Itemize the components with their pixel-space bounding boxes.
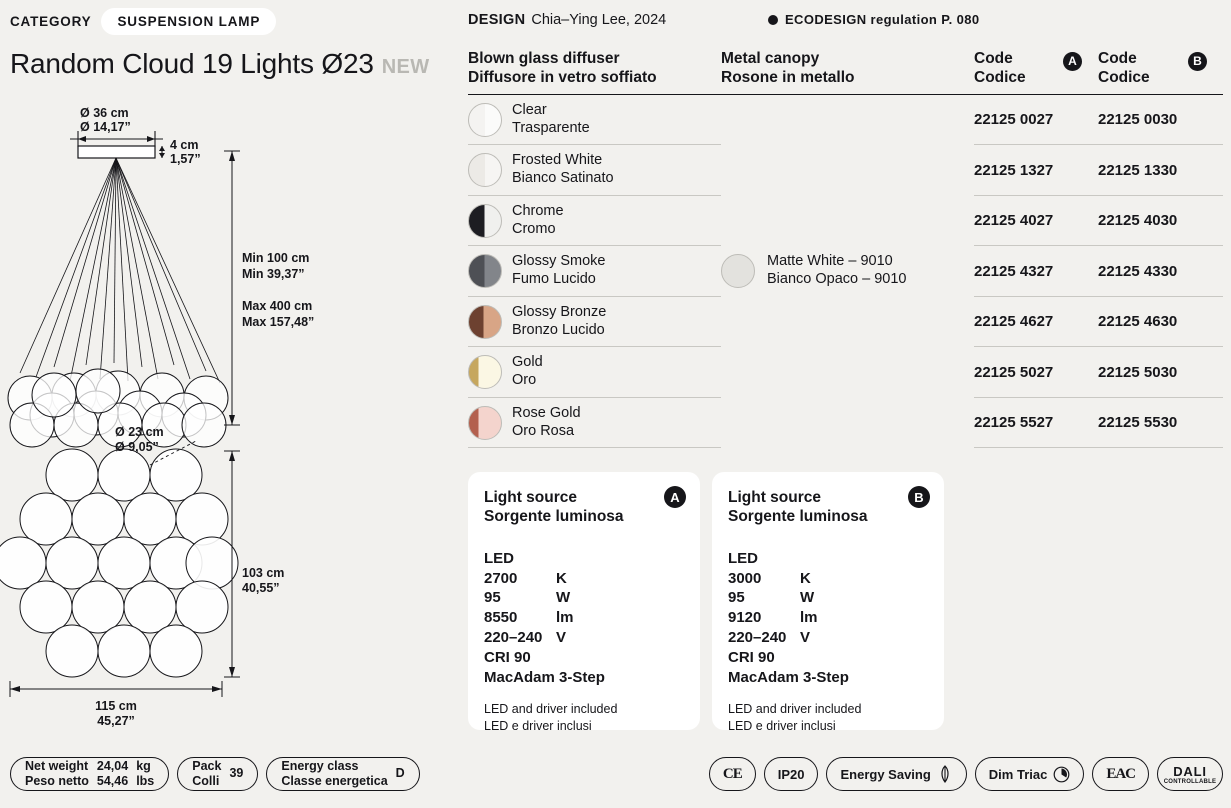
- leaf-icon: [937, 765, 953, 783]
- diffuser-label-it: Cromo: [512, 220, 556, 237]
- diffuser-label: [512, 405, 581, 441]
- canopy-label: [767, 253, 906, 289]
- spec-type: [484, 549, 684, 569]
- spec-unit: lm: [800, 609, 818, 627]
- spec-cri: [484, 648, 684, 668]
- card-title-it: Sorgente luminosa: [728, 508, 868, 526]
- spec-value: 8550: [484, 609, 518, 627]
- drawing-svg: [0, 95, 455, 735]
- canopy-cell: [721, 95, 974, 448]
- net-weight-kg-unit: kg: [136, 758, 151, 773]
- col-header-code-a-it: Codice: [974, 68, 1026, 86]
- spec-row: [728, 608, 928, 628]
- badge-b-icon: B: [1188, 52, 1207, 71]
- spec-type-value: LED: [728, 549, 758, 567]
- new-badge: NEW: [381, 56, 430, 78]
- diffuser-label-en: Glossy Smoke: [512, 253, 606, 270]
- col-header-canopy-en: Metal canopy: [721, 50, 820, 67]
- energy-label-en: Energy class: [281, 758, 359, 773]
- col-header-diffuser-en: Blown glass diffuser: [468, 50, 620, 67]
- col-header-canopy: [721, 50, 974, 88]
- diffuser-label-en: Clear: [512, 101, 547, 118]
- card-title-en: Light source: [484, 489, 578, 506]
- code-b-cell: 22125 5530: [1098, 398, 1223, 449]
- code-a-cell: 22125 5027: [974, 347, 1098, 398]
- card-title: [484, 488, 684, 527]
- diffuser-cell: [468, 398, 721, 449]
- diffuser-label-en: Frosted White: [512, 152, 603, 169]
- diffuser-swatch-icon: [468, 355, 502, 389]
- card-specs: [484, 549, 684, 688]
- spec-value: 95: [484, 589, 501, 607]
- canopy-label-en: Matte White – 9010: [767, 253, 893, 270]
- col-header-code-b-it: Codice: [1098, 68, 1150, 86]
- variants-table: [468, 50, 1223, 448]
- spec-row: [484, 588, 684, 608]
- col-header-canopy-it: Rosone in metallo: [721, 68, 855, 86]
- spec-row: [484, 569, 684, 589]
- spec-row: [484, 608, 684, 628]
- svg-text:Ø 23 cm: Ø 23 cm: [115, 425, 164, 439]
- light-source-card-b: [712, 472, 944, 733]
- diffuser-label-it: Oro: [512, 372, 537, 389]
- diffuser-label: [512, 152, 614, 188]
- code-b-cell: 22125 4630: [1098, 297, 1223, 348]
- svg-text:115 cm: 115 cm: [95, 699, 137, 713]
- spec-value: 220–240: [484, 628, 543, 646]
- card-title-en: Light source: [728, 489, 822, 506]
- spec-value: 3000: [728, 569, 762, 587]
- diffuser-label-en: Chrome: [512, 202, 564, 219]
- spec-value: 9120: [728, 609, 762, 627]
- svg-text:45,27”: 45,27”: [97, 714, 135, 728]
- svg-text:Ø 9,05”: Ø 9,05”: [115, 440, 159, 454]
- design-label: DESIGN: [468, 12, 526, 28]
- badge-a-icon: A: [664, 486, 686, 508]
- diffuser-label-en: Glossy Bronze: [512, 303, 607, 320]
- net-weight-label-en: Net weight: [25, 758, 89, 773]
- col-header-diffuser-it: Diffusore in vetro soffiato: [468, 68, 657, 86]
- code-b-cell: 22125 4330: [1098, 246, 1223, 297]
- card-note-en: LED and driver included: [728, 702, 862, 717]
- code-a-cell: 22125 4627: [974, 297, 1098, 348]
- card-note-it: LED e driver inclusi: [484, 718, 592, 733]
- spec-row: [484, 628, 684, 648]
- diffuser-swatch-icon: [468, 254, 502, 288]
- spec-cri-value: CRI 90: [484, 648, 531, 666]
- energy-saving-mark: [826, 757, 966, 791]
- diffuser-cell: [468, 95, 721, 146]
- dali-sublabel: CONTROLLABLE: [1163, 778, 1217, 785]
- diffuser-cell: [468, 196, 721, 247]
- eac-mark: [1092, 757, 1149, 791]
- category-label: CATEGORY: [10, 14, 92, 29]
- diffuser-label: [512, 253, 605, 289]
- canopy-label-it: Bianco Opaco – 9010: [767, 271, 907, 288]
- code-a-cell: 22125 4327: [974, 246, 1098, 297]
- eac-icon: EAC: [1106, 765, 1135, 782]
- spec-macadam: [728, 668, 928, 688]
- net-weight-pill: [10, 757, 169, 791]
- card-note-it: LED e driver inclusi: [728, 718, 836, 733]
- diffuser-swatch-icon: [468, 153, 502, 187]
- technical-drawing: [0, 95, 455, 735]
- card-note: [484, 701, 684, 734]
- table-rows: [468, 95, 1223, 449]
- category-row: [10, 8, 276, 35]
- svg-text:Max 157,48”: Max 157,48”: [242, 315, 315, 329]
- energy-labels: [281, 759, 387, 790]
- col-header-code-a: [974, 50, 1098, 88]
- pack-labels: [192, 759, 221, 790]
- svg-text:40,55”: 40,55”: [242, 581, 280, 595]
- dim-triac-label: Dim Triac: [988, 766, 1048, 782]
- title-row: [10, 48, 430, 80]
- pack-pill: [177, 757, 258, 791]
- spec-cri: [728, 648, 928, 668]
- ip-rating: IP20: [764, 757, 819, 791]
- ecodesign-note: [768, 12, 980, 27]
- code-b-cell: 22125 5030: [1098, 347, 1223, 398]
- page-title: Random Cloud 19 Lights Ø23: [10, 48, 374, 79]
- spec-unit: K: [800, 569, 811, 587]
- net-weight-values: [97, 759, 128, 790]
- footer-right: [709, 757, 1223, 791]
- diffuser-cell: [468, 297, 721, 348]
- spec-cri-value: CRI 90: [728, 648, 775, 666]
- svg-text:103 cm: 103 cm: [242, 566, 285, 580]
- energy-value: D: [395, 766, 405, 781]
- dali-mark: [1157, 757, 1223, 791]
- badge-a-icon: A: [1063, 52, 1082, 71]
- svg-text:Max 400 cm: Max 400 cm: [242, 299, 313, 313]
- dali-label: DALI: [1173, 763, 1207, 779]
- net-weight-lbs-unit: lbs: [136, 774, 155, 788]
- code-a-cell: 22125 0027: [974, 95, 1098, 146]
- pack-value: 39: [229, 766, 244, 781]
- net-weight-labels: [25, 759, 89, 790]
- design-value: Chia–Ying Lee, 2024: [531, 12, 667, 28]
- spec-row: [728, 569, 928, 589]
- card-title: [728, 488, 928, 527]
- net-weight-label-it: Peso netto: [25, 774, 89, 788]
- spec-row: [728, 628, 928, 648]
- energy-class-pill: [266, 757, 419, 791]
- spec-unit: V: [556, 628, 567, 646]
- col-header-code-b: [1098, 50, 1223, 88]
- diffuser-swatch-icon: [468, 103, 502, 137]
- spec-unit: V: [800, 628, 811, 646]
- diffuser-label-en: Gold: [512, 354, 543, 371]
- light-source-cards: [468, 472, 944, 733]
- dimmer-icon: [1053, 766, 1070, 783]
- col-header-code-a-en: Code: [974, 50, 1013, 67]
- diffuser-label: [512, 102, 590, 138]
- diffuser-cell: [468, 246, 721, 297]
- spec-type-value: LED: [484, 549, 514, 567]
- card-specs: [728, 549, 928, 688]
- svg-text:1,57”: 1,57”: [170, 152, 201, 166]
- card-title-it: Sorgente luminosa: [484, 508, 624, 526]
- spec-unit: K: [556, 569, 567, 587]
- diffuser-label-it: Fumo Lucido: [512, 271, 596, 288]
- diffuser-label: [512, 203, 564, 239]
- ce-mark: [709, 757, 756, 791]
- diffuser-label-it: Oro Rosa: [512, 422, 575, 439]
- svg-text:4 cm: 4 cm: [170, 138, 199, 152]
- energy-label-it: Classe energetica: [281, 774, 388, 788]
- ce-icon: CE: [722, 765, 742, 782]
- spec-row: [728, 588, 928, 608]
- card-note: [728, 701, 928, 734]
- col-header-code-b-en: Code: [1098, 50, 1137, 67]
- diffuser-label-it: Bianco Satinato: [512, 170, 614, 187]
- diffuser-swatch-icon: [468, 406, 502, 440]
- footer-left: [10, 757, 420, 791]
- net-weight-units: [136, 759, 154, 790]
- light-source-card-a: [468, 472, 700, 733]
- badge-b-icon: B: [908, 486, 930, 508]
- spec-value: 220–240: [728, 628, 787, 646]
- energy-saving-label: Energy Saving: [840, 766, 931, 782]
- net-weight-kg: 24,04: [96, 758, 129, 773]
- table-header: [468, 50, 1223, 95]
- svg-text:Ø 14,17”: Ø 14,17”: [80, 120, 131, 134]
- svg-text:Min 39,37”: Min 39,37”: [242, 267, 305, 281]
- svg-text:Ø 36 cm: Ø 36 cm: [80, 106, 129, 120]
- ecodesign-text: ECODESIGN regulation P. 080: [785, 12, 980, 27]
- code-a-cell: 22125 1327: [974, 145, 1098, 196]
- spec-unit: W: [556, 589, 571, 607]
- bullet-dot-icon: [768, 15, 778, 25]
- category-pill: SUSPENSION LAMP: [101, 8, 276, 35]
- col-header-diffuser: [468, 50, 721, 88]
- diffuser-label-en: Rose Gold: [512, 404, 581, 421]
- spec-value: 2700: [484, 569, 518, 587]
- spec-macadam: [484, 668, 684, 688]
- diffuser-swatch-icon: [468, 305, 502, 339]
- spec-unit: W: [800, 589, 815, 607]
- diffuser-label: [512, 304, 606, 340]
- code-a-cell: 22125 5527: [974, 398, 1098, 449]
- spec-type: [728, 549, 928, 569]
- pack-label-it: Colli: [192, 774, 220, 788]
- svg-text:Min 100 cm: Min 100 cm: [242, 251, 310, 265]
- code-b-cell: 22125 0030: [1098, 95, 1223, 146]
- code-b-cell: 22125 1330: [1098, 145, 1223, 196]
- diffuser-label-it: Trasparente: [512, 119, 590, 136]
- spec-macadam-value: MacAdam 3-Step: [484, 668, 605, 686]
- card-note-en: LED and driver included: [484, 702, 618, 717]
- dim-triac-mark: [975, 757, 1085, 791]
- spec-value: 95: [728, 589, 745, 607]
- diffuser-cell: [468, 347, 721, 398]
- spec-macadam-value: MacAdam 3-Step: [728, 668, 849, 686]
- net-weight-lbs: 54,46: [96, 774, 129, 788]
- code-a-cell: 22125 4027: [974, 196, 1098, 247]
- code-b-cell: 22125 4030: [1098, 196, 1223, 247]
- diffuser-cell: [468, 145, 721, 196]
- pack-label-en: Pack: [192, 758, 222, 773]
- diffuser-swatch-icon: [468, 204, 502, 238]
- spec-unit: lm: [556, 609, 574, 627]
- diffuser-label: [512, 354, 543, 390]
- canopy-swatch-icon: [721, 254, 755, 288]
- diffuser-label-it: Bronzo Lucido: [512, 321, 605, 338]
